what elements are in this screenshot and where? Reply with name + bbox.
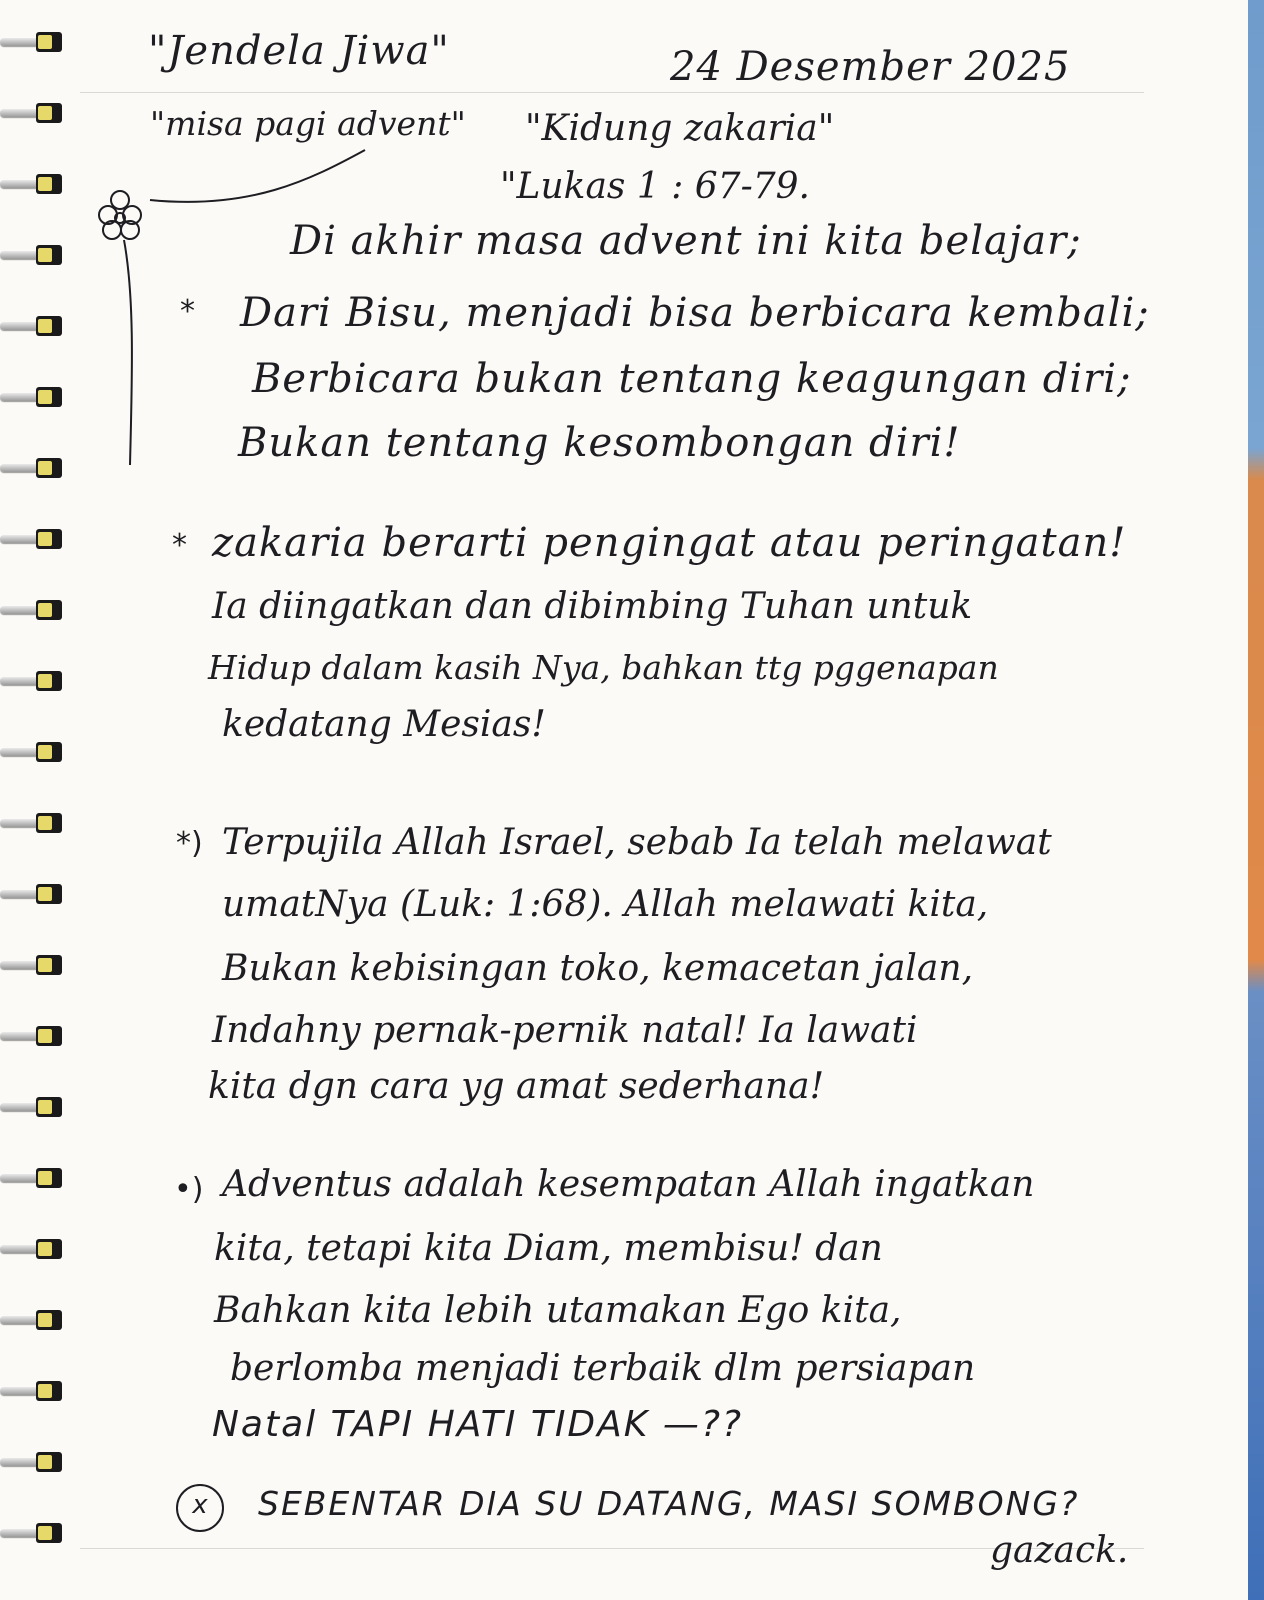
circled-bullet-mark: x bbox=[192, 1490, 208, 1520]
binding-ring bbox=[0, 884, 70, 904]
song-label: "Kidung zakaria" bbox=[525, 108, 835, 149]
p2-line-2: Ia diingatkan dan dibimbing Tuhan untuk bbox=[212, 586, 973, 627]
binding-ring bbox=[0, 174, 70, 194]
binding-ring bbox=[0, 387, 70, 407]
p1-line-4: Bukan tentang kesombongan diri! bbox=[238, 420, 961, 466]
p3-line-1: Terpujila Allah Israel, sebab Ia telah melawat bbox=[222, 822, 1052, 863]
binding-ring bbox=[0, 1168, 70, 1188]
binding-ring bbox=[0, 1523, 70, 1543]
binding-ring bbox=[0, 742, 70, 762]
binding-ring bbox=[0, 1097, 70, 1117]
spiral-binding bbox=[0, 0, 78, 1600]
binding-ring bbox=[0, 103, 70, 123]
journal-title: "Jendela Jiwa" bbox=[148, 28, 450, 74]
reading-label: "Lukas 1 : 67-79. bbox=[500, 166, 810, 207]
closing-line: SEBENTAR DIA SU DATANG, MASI SOMBONG? bbox=[258, 1484, 1080, 1523]
p1-line-2: Dari Bisu, menjadi bisa berbicara kembali; bbox=[240, 290, 1150, 336]
p2-line-3: Hidup dalam kasih Nya, bahkan ttg pggenapan bbox=[208, 648, 999, 687]
star-bullet-icon: * bbox=[180, 294, 195, 329]
p2-line-1: zakaria berarti pengingat atau peringatan! bbox=[212, 520, 1127, 566]
entry-date: 24 Desember 2025 bbox=[670, 44, 1071, 90]
binding-ring bbox=[0, 1026, 70, 1046]
signature: gazack. bbox=[990, 1530, 1129, 1571]
p3-line-2: umatNya (Luk: 1:68). Allah melawati kita, bbox=[222, 884, 989, 925]
binding-ring bbox=[0, 1452, 70, 1472]
p2-line-4: kedatang Mesias! bbox=[222, 704, 546, 745]
p1-line-1: Di akhir masa advent ini kita belajar; bbox=[290, 218, 1082, 264]
bullet-3-icon: *) bbox=[176, 826, 203, 861]
page-edge-strip bbox=[1248, 0, 1264, 1600]
p3-line-3: Bukan kebisingan toko, kemacetan jalan, bbox=[222, 948, 974, 989]
binding-ring bbox=[0, 458, 70, 478]
bullet-4-icon: •) bbox=[174, 1172, 204, 1207]
p4-line-5: Natal TAPI HATI TIDAK —?? bbox=[212, 1404, 744, 1445]
p3-line-4: Indahny pernak-pernik natal! Ia lawati bbox=[212, 1010, 918, 1051]
ruled-line bbox=[80, 1548, 1144, 1549]
binding-ring bbox=[0, 955, 70, 975]
binding-ring bbox=[0, 813, 70, 833]
binding-ring bbox=[0, 245, 70, 265]
p3-line-5: kita dgn cara yg amat sederhana! bbox=[208, 1066, 825, 1107]
p4-line-4: berlomba menjadi terbaik dlm persiapan bbox=[230, 1348, 976, 1389]
binding-ring bbox=[0, 671, 70, 691]
mass-label: "misa pagi advent" bbox=[150, 104, 466, 143]
bullet-2-icon: * bbox=[172, 528, 187, 563]
binding-ring bbox=[0, 1310, 70, 1330]
binding-ring bbox=[0, 600, 70, 620]
p4-line-3: Bahkan kita lebih utamakan Ego kita, bbox=[214, 1290, 902, 1331]
binding-ring bbox=[0, 1239, 70, 1259]
circled-bullet-icon bbox=[176, 1484, 224, 1532]
binding-ring bbox=[0, 529, 70, 549]
p4-line-1: Adventus adalah kesempatan Allah ingatkan bbox=[222, 1164, 1035, 1205]
binding-ring bbox=[0, 316, 70, 336]
p4-line-2: kita, tetapi kita Diam, membisu! dan bbox=[214, 1228, 883, 1269]
p1-line-3: Berbicara bukan tentang keagungan diri; bbox=[252, 356, 1132, 402]
binding-ring bbox=[0, 1381, 70, 1401]
ruled-line bbox=[80, 92, 1144, 93]
binding-ring bbox=[0, 32, 70, 52]
